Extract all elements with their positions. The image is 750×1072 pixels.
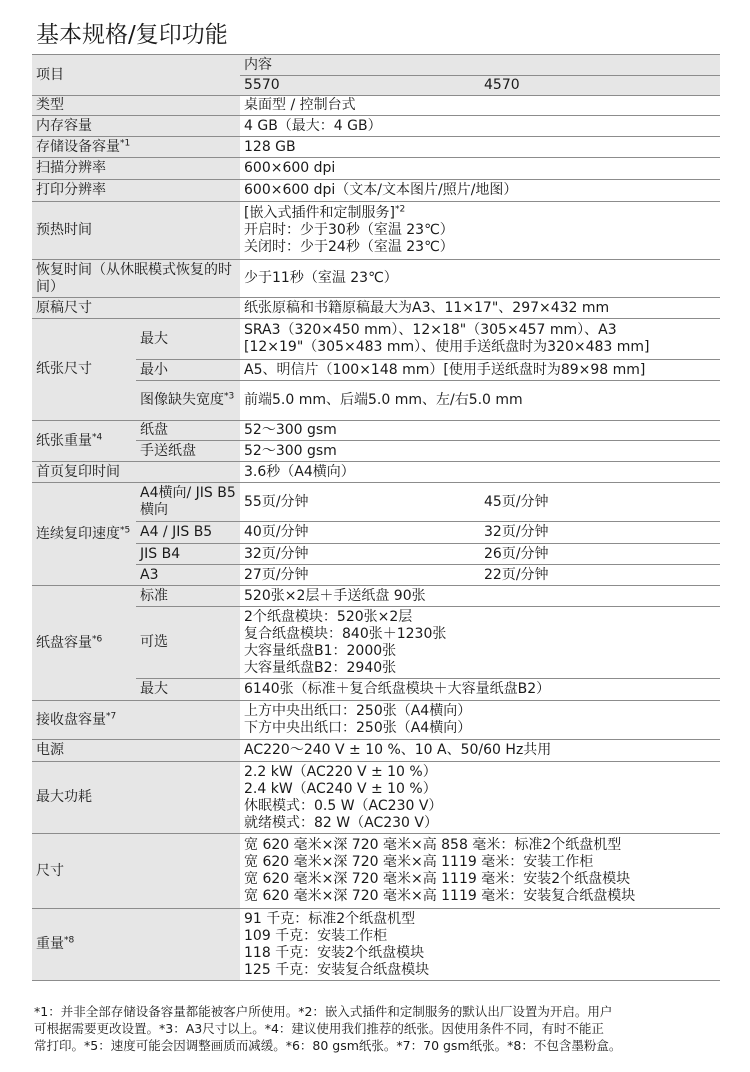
output-label: 接收盘容量	[36, 711, 106, 728]
speed-value-a: 32页/分钟	[240, 544, 480, 565]
row-value-storage: 128 GB	[240, 137, 720, 158]
speed-value-a: 27页/分钟	[240, 565, 480, 586]
tray-capacity-label: 纸盘容量	[36, 634, 92, 651]
speed-value-b: 32页/分钟	[480, 522, 720, 544]
table-row	[32, 462, 720, 483]
tray-optional-line: 大容量纸盘B1：2000张	[244, 642, 397, 659]
row-value-paper-margin: 前端5.0 mm、后端5.0 mm、左/右5.0 mm	[240, 381, 720, 421]
table-row	[32, 137, 720, 158]
row-label-original: 原稿尺寸	[32, 298, 240, 319]
speed-value-b: 26页/分钟	[480, 544, 720, 565]
row-value-weight-tray: 52～300 gsm	[240, 421, 720, 441]
row-value-paper-max	[240, 319, 720, 360]
row-label-scan-res: 扫描分辨率	[32, 158, 240, 180]
table-row	[32, 762, 720, 834]
header-content: 内容	[240, 55, 720, 76]
row-value-memory: 4 GB（最大：4 GB）	[240, 116, 720, 137]
paper-weight-label: 纸张重量	[36, 432, 92, 449]
table-row	[32, 483, 720, 522]
page-title: 基本规格/复印功能	[36, 22, 228, 48]
dimensions-line: 宽 620 毫米×深 720 毫米×高 1119 毫米：安装2个纸盘模块	[244, 871, 631, 887]
output-line: 下方中央出纸口：250张（A4横向）	[244, 720, 472, 736]
row-value-type: 桌面型 / 控制台式	[240, 96, 720, 116]
consumption-line: 2.2 kW（AC220 V ± 10 %）	[244, 763, 437, 780]
row-label-consumption: 最大功耗	[32, 762, 240, 834]
table-row	[32, 679, 720, 701]
footnote-mark: *8	[64, 935, 75, 946]
speed-size-label: A4横向/ JIS B5横向	[136, 483, 240, 522]
weight-line: 91 千克：标准2个纸盘机型	[244, 910, 416, 927]
table-row	[32, 96, 720, 116]
margin-label: 图像缺失宽度	[140, 392, 224, 408]
sub-label-margin	[136, 381, 240, 421]
row-value-tray-max: 6140张（标准＋复合纸盘模块＋大容量纸盘B2）	[240, 679, 720, 701]
row-label-warmup: 预热时间	[32, 202, 240, 260]
footnote-mark: *1	[120, 137, 131, 148]
consumption-line: 2.4 kW（AC240 V ± 10 %）	[244, 780, 437, 797]
tray-optional-line: 大容量纸盘B2：2940张	[244, 659, 397, 676]
table-row	[32, 544, 720, 565]
footnote-line: 常打印。*5：速度可能会因调整画质而减缓。*6：80 gsm纸张。*7：70 gsm纸张。*8：不包含墨粉盒。	[34, 1038, 622, 1053]
header-item: 项目	[32, 55, 240, 96]
dimensions-line: 宽 620 毫米×深 720 毫米×高 1119 毫米：安装复合纸盘模块	[244, 888, 636, 904]
footnote-line: *1：并非全部存储设备容量都能被客户所使用。*2：嵌入式插件和定制服务的默认出厂设置为开启。用户	[34, 1004, 613, 1019]
speed-size-label: A3	[136, 565, 240, 586]
row-value-weight-bypass: 52～300 gsm	[240, 441, 720, 462]
spec-table	[32, 54, 720, 981]
footnote-mark: *7	[106, 710, 117, 721]
row-label-print-res: 打印分辨率	[32, 180, 240, 202]
table-row	[32, 381, 720, 421]
speed-label: 连续复印速度	[36, 525, 120, 542]
row-value-tray-optional	[240, 607, 720, 679]
row-label-recovery: 恢复时间（从休眠模式恢复的时间）	[32, 260, 240, 298]
row-label-first-copy: 首页复印时间	[32, 462, 240, 483]
row-value-first-copy: 3.6秒（A4横向）	[240, 462, 720, 483]
weight-line: 125 千克：安装复合纸盘模块	[244, 961, 430, 978]
table-row	[32, 319, 720, 360]
header-row	[32, 55, 720, 76]
table-row	[32, 701, 720, 740]
row-value-power: AC220～240 V ± 10 %、10 A、50/60 Hz共用	[240, 740, 720, 762]
footnote-mark: *5	[120, 524, 131, 535]
table-row	[32, 421, 720, 441]
row-value-weight	[240, 909, 720, 981]
paper-max-line: SRA3（320×450 mm）、12×18"（305×457 mm）、A3	[244, 322, 617, 338]
sub-label-tray: 纸盘	[136, 421, 240, 441]
row-label-type: 类型	[32, 96, 240, 116]
footnote	[34, 1003, 724, 1054]
footnote-line: 可根据需要更改设置。*3：A3尺寸以上。*4：建议使用我们推荐的纸张。因使用条件不同，有时不能正	[34, 1021, 604, 1036]
table-row	[32, 607, 720, 679]
table-row	[32, 116, 720, 137]
row-value-dimensions	[240, 834, 720, 909]
table-row	[32, 158, 720, 180]
output-line: 上方中央出纸口：250张（A4横向）	[244, 703, 472, 719]
warmup-line: 关闭时：少于24秒（室温 23℃）	[244, 239, 454, 255]
row-value-print-res: 600×600 dpi（文本/文本图片/照片/地图）	[240, 180, 720, 202]
weight-line: 118 千克：安装2个纸盘模块	[244, 944, 425, 961]
storage-label: 存储设备容量	[36, 138, 120, 155]
speed-value-a: 40页/分钟	[240, 522, 480, 544]
table-row	[32, 180, 720, 202]
row-label-speed	[32, 483, 136, 586]
dimensions-line: 宽 620 毫米×深 720 毫米×高 858 毫米：标准2个纸盘机型	[244, 837, 622, 853]
sub-label-bypass: 手送纸盘	[136, 441, 240, 462]
paper-max-line: [12×19"（305×483 mm）、使用手送纸盘时为320×483 mm]	[244, 339, 650, 355]
table-row	[32, 740, 720, 762]
consumption-line: 休眠模式：0.5 W（AC230 V）	[244, 797, 443, 814]
sub-label-max: 最大	[136, 319, 240, 360]
row-label-weight	[32, 909, 240, 981]
sub-label-optional: 可选	[136, 607, 240, 679]
row-value-consumption	[240, 762, 720, 834]
header-model-b: 4570	[480, 76, 720, 96]
row-label-tray-capacity	[32, 586, 136, 701]
row-label-memory: 内存容量	[32, 116, 240, 137]
table-row	[32, 202, 720, 260]
speed-size-label: JIS B4	[136, 544, 240, 565]
table-row	[32, 565, 720, 586]
speed-size-label: A4 / JIS B5	[136, 522, 240, 544]
row-label-output	[32, 701, 240, 740]
speed-value-a: 55页/分钟	[240, 483, 480, 522]
row-value-tray-standard: 520张×2层＋手送纸盘 90张	[240, 586, 720, 607]
row-value-recovery: 少于11秒（室温 23℃）	[240, 260, 720, 298]
row-label-storage	[32, 137, 240, 158]
tray-optional-line: 2个纸盘模块：520张×2层	[244, 608, 413, 625]
dimensions-line: 宽 620 毫米×深 720 毫米×高 1119 毫米：安装工作柜	[244, 854, 594, 870]
sub-label-tray-max: 最大	[136, 679, 240, 701]
table-row	[32, 522, 720, 544]
row-label-paper-weight	[32, 421, 136, 462]
consumption-line: 就绪模式：82 W（AC230 V）	[244, 814, 438, 831]
table-row	[32, 834, 720, 909]
row-label-power: 电源	[32, 740, 240, 762]
row-value-warmup	[240, 202, 720, 260]
row-value-paper-min: A5、明信片（100×148 mm）[使用手送纸盘时为89×98 mm]	[240, 360, 720, 381]
footnote-mark: *3	[224, 391, 235, 402]
footnote-mark: *4	[92, 431, 103, 442]
warmup-line: 开启时：少于30秒（室温 23℃）	[244, 222, 454, 238]
tray-optional-line: 复合纸盘模块：840张＋1230张	[244, 625, 447, 642]
warmup-line: [嵌入式插件和定制服务]	[244, 205, 395, 221]
weight-line: 109 千克：安装工作柜	[244, 927, 388, 944]
row-label-paper-size: 纸张尺寸	[32, 319, 136, 421]
speed-value-b: 22页/分钟	[480, 565, 720, 586]
row-value-original: 纸张原稿和书籍原稿最大为A3、11×17"、297×432 mm	[240, 298, 720, 319]
sub-label-min: 最小	[136, 360, 240, 381]
row-value-scan-res: 600×600 dpi	[240, 158, 720, 180]
row-label-dimensions: 尺寸	[32, 834, 240, 909]
table-row	[32, 298, 720, 319]
weight-label: 重量	[36, 936, 64, 952]
sub-label-standard: 标准	[136, 586, 240, 607]
header-model-a: 5570	[240, 76, 480, 96]
row-value-output	[240, 701, 720, 740]
table-row	[32, 260, 720, 298]
table-row	[32, 441, 720, 462]
speed-value-b: 45页/分钟	[480, 483, 720, 522]
table-row	[32, 360, 720, 381]
footnote-mark: *2	[394, 204, 406, 215]
footnote-mark: *6	[92, 633, 103, 644]
table-row	[32, 586, 720, 607]
table-row	[32, 909, 720, 981]
